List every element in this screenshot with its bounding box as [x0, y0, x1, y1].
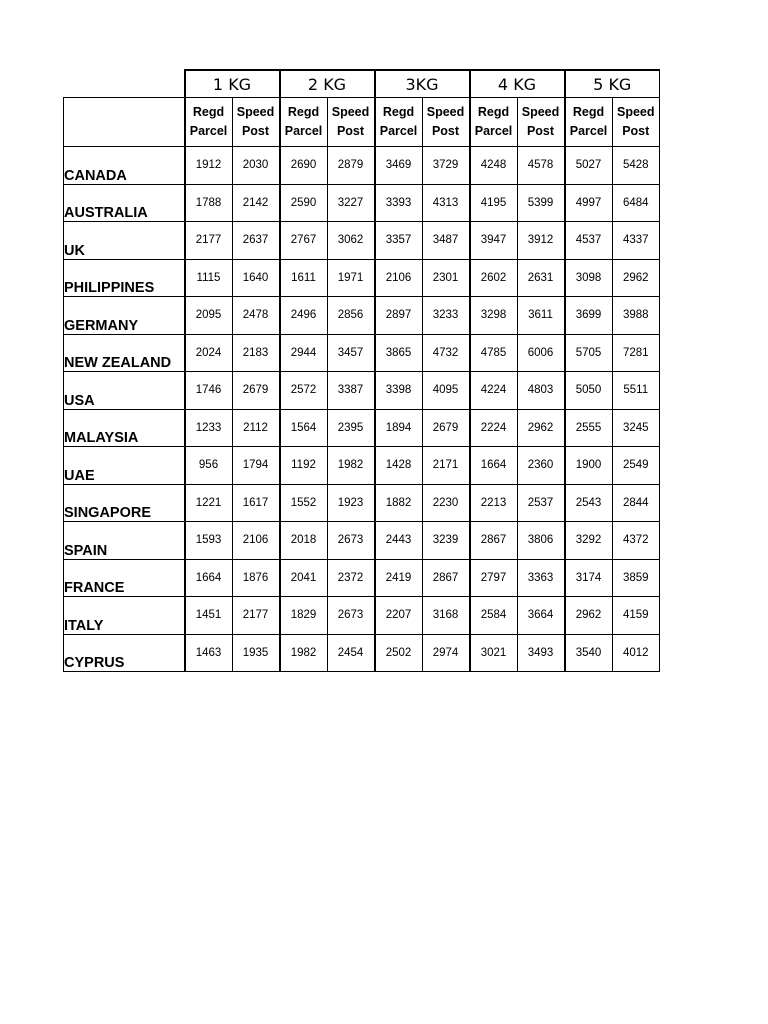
rate-cell: 2590 — [280, 184, 328, 222]
rate-cell: 3298 — [470, 297, 518, 335]
rate-cell: 1664 — [185, 559, 233, 597]
rate-cell: 3947 — [470, 222, 518, 260]
weight-header: 5 KG — [565, 70, 660, 98]
service-header-line: Speed — [521, 105, 560, 119]
rate-cell: 2024 — [185, 334, 233, 372]
rate-cell: 3912 — [517, 222, 565, 260]
rate-cell: 2106 — [375, 259, 423, 297]
rate-cell: 2224 — [470, 409, 518, 447]
rate-cell: 2372 — [327, 559, 375, 597]
service-header-line: Post — [241, 124, 270, 138]
service-header — [185, 98, 233, 147]
rate-cell: 1611 — [280, 259, 328, 297]
rate-cell: 3387 — [327, 372, 375, 410]
country-cell: USA — [64, 372, 185, 410]
rate-cell: 3469 — [375, 147, 423, 185]
table-row — [64, 147, 660, 185]
rate-cell: 3239 — [422, 522, 470, 560]
service-header-line: Speed — [426, 105, 465, 119]
rate-cell: 1894 — [375, 409, 423, 447]
table-row — [64, 372, 660, 410]
rate-cell: 2879 — [327, 147, 375, 185]
table-row — [64, 184, 660, 222]
rate-cell: 956 — [185, 447, 233, 485]
rate-cell: 2844 — [612, 484, 660, 522]
country-cell: ITALY — [64, 597, 185, 635]
service-header-line: Regd — [382, 105, 415, 119]
rate-cell: 2679 — [422, 409, 470, 447]
rate-cell: 1552 — [280, 484, 328, 522]
rate-cell: 4159 — [612, 597, 660, 635]
rate-cell: 2679 — [232, 372, 280, 410]
rate-cell: 4537 — [565, 222, 613, 260]
rate-cell: 2944 — [280, 334, 328, 372]
country-cell: SINGAPORE — [64, 484, 185, 522]
rate-cell: 2572 — [280, 372, 328, 410]
rate-cell: 4997 — [565, 184, 613, 222]
rate-cell: 3357 — [375, 222, 423, 260]
rate-cell: 2041 — [280, 559, 328, 597]
rate-cell: 1640 — [232, 259, 280, 297]
weight-header: 3KG — [375, 70, 470, 98]
rate-cell: 3292 — [565, 522, 613, 560]
rate-cell: 2419 — [375, 559, 423, 597]
service-header — [612, 98, 660, 147]
country-cell: PHILIPPINES — [64, 259, 185, 297]
country-cell: SPAIN — [64, 522, 185, 560]
service-header — [517, 98, 565, 147]
table-row — [64, 334, 660, 372]
country-cell: GERMANY — [64, 297, 185, 335]
table-row — [64, 634, 660, 672]
rate-cell: 2030 — [232, 147, 280, 185]
rate-cell: 1923 — [327, 484, 375, 522]
rate-cell: 2171 — [422, 447, 470, 485]
rate-cell: 3699 — [565, 297, 613, 335]
rate-cell: 2478 — [232, 297, 280, 335]
service-header-line: Regd — [192, 105, 225, 119]
rate-cell: 5399 — [517, 184, 565, 222]
table-row — [64, 259, 660, 297]
rate-cell: 2106 — [232, 522, 280, 560]
rate-cell: 5050 — [565, 372, 613, 410]
service-header-line: Regd — [287, 105, 320, 119]
rate-cell: 1192 — [280, 447, 328, 485]
table-row — [64, 522, 660, 560]
rate-cell: 3859 — [612, 559, 660, 597]
rate-cell: 2856 — [327, 297, 375, 335]
rate-cell: 1882 — [375, 484, 423, 522]
rate-cell: 2549 — [612, 447, 660, 485]
rate-cell: 1746 — [185, 372, 233, 410]
rate-cell: 2395 — [327, 409, 375, 447]
rate-cell: 1221 — [185, 484, 233, 522]
service-header-line: Post — [431, 124, 460, 138]
service-header — [422, 98, 470, 147]
rate-cell: 2602 — [470, 259, 518, 297]
rate-cell: 3806 — [517, 522, 565, 560]
rate-cell: 4732 — [422, 334, 470, 372]
service-header — [280, 98, 328, 147]
table-row — [64, 447, 660, 485]
rate-cell: 1971 — [327, 259, 375, 297]
rate-cell: 2673 — [327, 522, 375, 560]
rate-cell: 3540 — [565, 634, 613, 672]
rate-cell: 3493 — [517, 634, 565, 672]
table-body — [64, 147, 660, 672]
country-cell: UK — [64, 222, 185, 260]
rate-cell: 3398 — [375, 372, 423, 410]
country-cell: CYPRUS — [64, 634, 185, 672]
rate-cell: 2301 — [422, 259, 470, 297]
rate-cell: 3457 — [327, 334, 375, 372]
rate-cell: 3168 — [422, 597, 470, 635]
rate-cell: 2443 — [375, 522, 423, 560]
weight-header: 4 KG — [470, 70, 565, 98]
table-row — [64, 597, 660, 635]
rate-cell: 3098 — [565, 259, 613, 297]
country-header-cell — [64, 98, 185, 147]
service-header-line: Post — [622, 124, 650, 138]
rate-cell: 2207 — [375, 597, 423, 635]
rate-cell: 3245 — [612, 409, 660, 447]
rate-table — [63, 69, 660, 672]
rate-cell: 2797 — [470, 559, 518, 597]
rate-cell: 4372 — [612, 522, 660, 560]
rate-cell: 2177 — [185, 222, 233, 260]
rate-cell: 6006 — [517, 334, 565, 372]
table-row — [64, 409, 660, 447]
rate-cell: 2974 — [422, 634, 470, 672]
rate-cell: 2095 — [185, 297, 233, 335]
rate-cell: 3174 — [565, 559, 613, 597]
rate-cell: 1115 — [185, 259, 233, 297]
rate-cell: 2962 — [612, 259, 660, 297]
rate-cell: 1912 — [185, 147, 233, 185]
rate-cell: 3865 — [375, 334, 423, 372]
rate-cell: 2637 — [232, 222, 280, 260]
service-header-line: Speed — [331, 105, 370, 119]
rate-cell: 2543 — [565, 484, 613, 522]
weight-header-row — [64, 70, 660, 98]
table-row — [64, 559, 660, 597]
blank-corner-cell — [64, 70, 185, 98]
rate-cell: 2496 — [280, 297, 328, 335]
rate-cell: 2673 — [327, 597, 375, 635]
service-header-line: Post — [526, 124, 555, 138]
rate-cell: 1788 — [185, 184, 233, 222]
rate-cell: 2177 — [232, 597, 280, 635]
rate-cell: 7281 — [612, 334, 660, 372]
rate-cell: 5705 — [565, 334, 613, 372]
country-cell: FRANCE — [64, 559, 185, 597]
rate-cell: 2897 — [375, 297, 423, 335]
service-header-line: Parcel — [569, 124, 608, 138]
rate-cell: 2018 — [280, 522, 328, 560]
rate-cell: 3363 — [517, 559, 565, 597]
rate-cell: 4313 — [422, 184, 470, 222]
rate-cell: 2142 — [232, 184, 280, 222]
rate-cell: 2962 — [565, 597, 613, 635]
rate-cell: 2537 — [517, 484, 565, 522]
rate-cell: 4785 — [470, 334, 518, 372]
table-row — [64, 222, 660, 260]
service-header — [327, 98, 375, 147]
rate-cell: 1982 — [327, 447, 375, 485]
rate-cell: 1829 — [280, 597, 328, 635]
country-cell: UAE — [64, 447, 185, 485]
service-header-line: Parcel — [189, 124, 228, 138]
rate-cell: 4248 — [470, 147, 518, 185]
rate-cell: 1664 — [470, 447, 518, 485]
rate-cell: 1428 — [375, 447, 423, 485]
rate-cell: 1451 — [185, 597, 233, 635]
rate-cell: 4224 — [470, 372, 518, 410]
rate-cell: 6484 — [612, 184, 660, 222]
rate-cell: 1900 — [565, 447, 613, 485]
rate-cell: 1617 — [232, 484, 280, 522]
rate-cell: 5511 — [612, 372, 660, 410]
service-header-line: Speed — [616, 105, 655, 119]
rate-cell: 3664 — [517, 597, 565, 635]
country-cell: NEW ZEALAND — [64, 334, 185, 372]
rate-cell: 2867 — [422, 559, 470, 597]
rate-cell: 3233 — [422, 297, 470, 335]
service-header-line: Post — [336, 124, 365, 138]
rate-cell: 2631 — [517, 259, 565, 297]
service-header-line: Regd — [477, 105, 510, 119]
rate-cell: 3729 — [422, 147, 470, 185]
service-header — [470, 98, 518, 147]
rate-cell: 4803 — [517, 372, 565, 410]
rate-cell: 3611 — [517, 297, 565, 335]
table-row — [64, 297, 660, 335]
service-header-line: Parcel — [474, 124, 513, 138]
rate-cell: 3227 — [327, 184, 375, 222]
rate-cell: 2360 — [517, 447, 565, 485]
rate-cell: 4012 — [612, 634, 660, 672]
service-header-line: Parcel — [379, 124, 418, 138]
rate-cell: 1794 — [232, 447, 280, 485]
rate-cell: 1564 — [280, 409, 328, 447]
country-cell: MALAYSIA — [64, 409, 185, 447]
weight-header: 2 KG — [280, 70, 375, 98]
service-header-line: Speed — [236, 105, 275, 119]
rate-cell: 1593 — [185, 522, 233, 560]
rate-cell: 1876 — [232, 559, 280, 597]
table-row — [64, 484, 660, 522]
weight-header: 1 KG — [185, 70, 280, 98]
rate-cell: 5428 — [612, 147, 660, 185]
rate-cell: 4095 — [422, 372, 470, 410]
rate-cell: 3021 — [470, 634, 518, 672]
rate-cell: 1233 — [185, 409, 233, 447]
rate-cell: 2112 — [232, 409, 280, 447]
rate-cell: 2555 — [565, 409, 613, 447]
country-cell: CANADA — [64, 147, 185, 185]
rate-cell: 4337 — [612, 222, 660, 260]
rate-cell: 3393 — [375, 184, 423, 222]
rate-cell: 2962 — [517, 409, 565, 447]
rate-cell: 2213 — [470, 484, 518, 522]
service-header — [565, 98, 613, 147]
rate-cell: 4578 — [517, 147, 565, 185]
rate-cell: 3988 — [612, 297, 660, 335]
country-cell: AUSTRALIA — [64, 184, 185, 222]
service-header-row — [64, 98, 660, 147]
rate-cell: 2454 — [327, 634, 375, 672]
rate-cell: 1982 — [280, 634, 328, 672]
rate-cell: 2867 — [470, 522, 518, 560]
service-header — [232, 98, 280, 147]
rate-cell: 3062 — [327, 222, 375, 260]
service-header — [375, 98, 423, 147]
service-header-line: Regd — [572, 105, 605, 119]
rate-cell: 2767 — [280, 222, 328, 260]
rate-cell: 2230 — [422, 484, 470, 522]
rate-cell: 2584 — [470, 597, 518, 635]
rate-cell: 2502 — [375, 634, 423, 672]
rate-cell: 1463 — [185, 634, 233, 672]
rate-cell: 2690 — [280, 147, 328, 185]
service-header-line: Parcel — [284, 124, 323, 138]
rate-cell: 3487 — [422, 222, 470, 260]
rate-cell: 2183 — [232, 334, 280, 372]
rate-cell: 5027 — [565, 147, 613, 185]
rate-cell: 1935 — [232, 634, 280, 672]
rate-cell: 4195 — [470, 184, 518, 222]
